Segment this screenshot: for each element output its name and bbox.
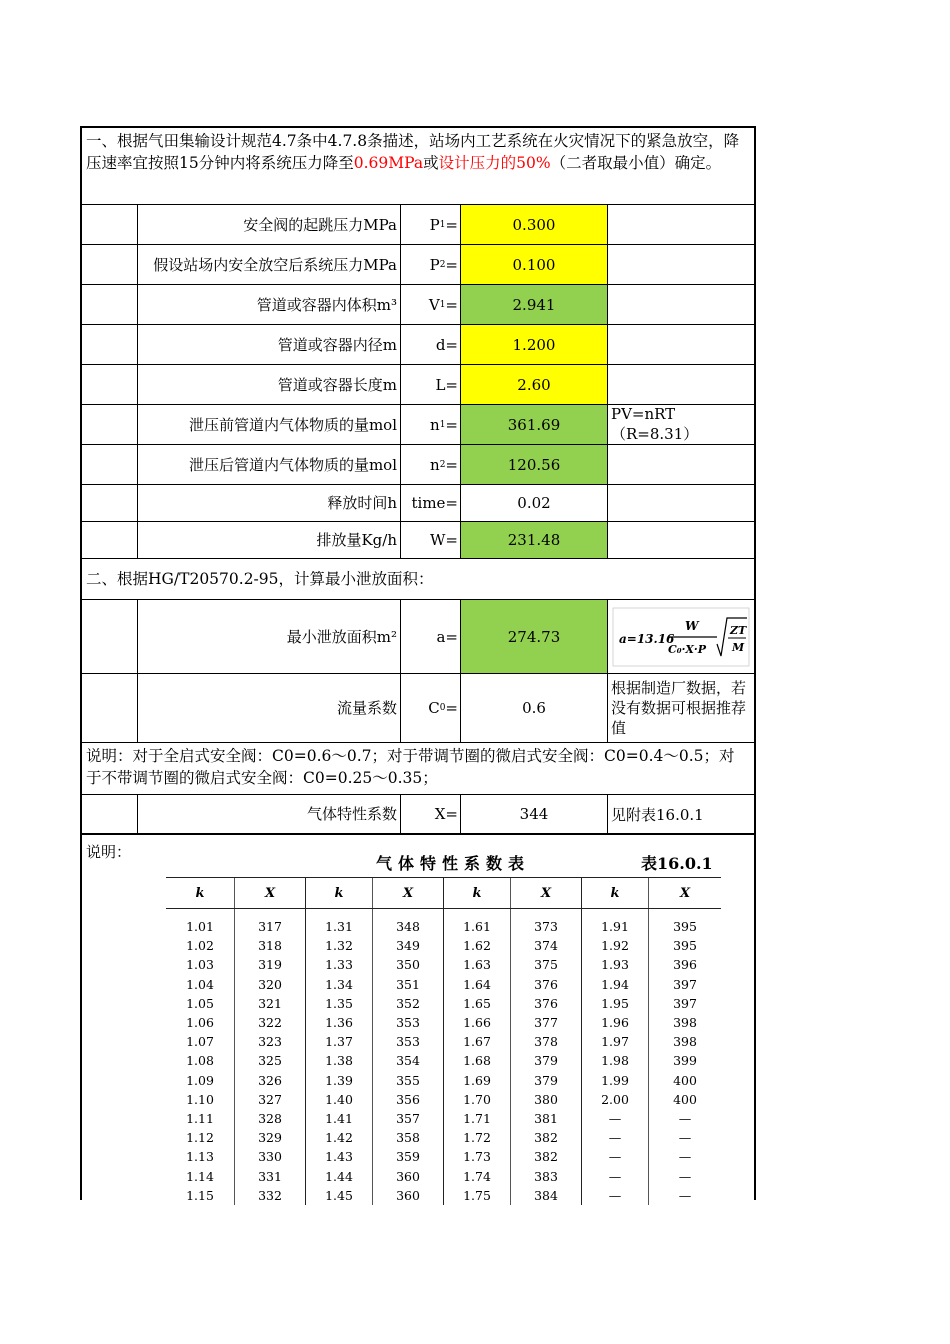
gas-table-cell: 358 xyxy=(396,1130,420,1146)
gas-table-cell: 360 xyxy=(396,1168,420,1184)
gas-table-cell: 1.93 xyxy=(601,957,629,973)
param-value: 231.48 xyxy=(461,522,608,558)
cf-symbol: C 0 = xyxy=(401,674,461,742)
gas-table-cell: 1.61 xyxy=(463,919,491,935)
param-value: 0.02 xyxy=(461,485,608,521)
x-value: 344 xyxy=(461,795,608,833)
gas-table-cell: 323 xyxy=(258,1034,282,1050)
gas-table-header-cell: X xyxy=(373,878,444,908)
param-note: PV=nRT（R=8.31） xyxy=(611,405,699,443)
gas-table-cell: 1.08 xyxy=(186,1053,214,1069)
param-value: 1.200 xyxy=(461,325,608,364)
param-symbol: V 1 = xyxy=(401,285,461,324)
gas-table-cell: 1.99 xyxy=(601,1072,629,1088)
gas-table-cell: — xyxy=(678,1168,692,1184)
gas-table-cell: 400 xyxy=(673,1091,697,1107)
gas-table-cell: 1.44 xyxy=(325,1168,353,1184)
gas-table-cell: 322 xyxy=(258,1015,282,1031)
gas-table-cell: 318 xyxy=(258,938,282,954)
gas-table-cell: 399 xyxy=(673,1053,697,1069)
calculation-sheet xyxy=(80,126,756,1203)
gas-table-cell: 1.12 xyxy=(186,1130,214,1146)
param-note xyxy=(608,205,754,244)
formula-a: a=13.16 xyxy=(619,631,675,646)
section2-label: 二、根据HG/T20570.2-95，计算最小泄放面积： xyxy=(86,570,434,588)
gas-table-cell: 319 xyxy=(258,957,282,973)
section1-red-pressure: 0.69MPa xyxy=(353,154,424,172)
gas-table-cell: 1.98 xyxy=(601,1053,629,1069)
gas-table-cell: 397 xyxy=(673,976,697,992)
gas-table-cell: 355 xyxy=(396,1072,420,1088)
gas-table-cell: 1.32 xyxy=(325,938,353,954)
gas-table-cell: 1.02 xyxy=(186,938,214,954)
gas-table-cell: 1.04 xyxy=(186,976,214,992)
gas-table-cell: 353 xyxy=(396,1034,420,1050)
gas-table-region xyxy=(82,835,754,1203)
gas-table-cell: 1.36 xyxy=(325,1015,353,1031)
gas-table-cell: 352 xyxy=(396,995,420,1011)
section1-text xyxy=(82,128,754,205)
param-note xyxy=(608,485,754,521)
gas-table-cell: 330 xyxy=(258,1149,282,1165)
param-label: 释放时间h xyxy=(138,485,401,521)
gas-table-header-cell: X xyxy=(235,878,306,908)
section1-red-design: 设计压力的50% xyxy=(438,154,551,172)
gas-table-cell: — xyxy=(608,1187,622,1203)
param-note xyxy=(608,365,754,404)
param-symbol: W= xyxy=(401,522,461,558)
ratio-note xyxy=(608,445,754,484)
gas-table-cell: 375 xyxy=(534,957,558,973)
gas-table-cell: 1.67 xyxy=(463,1034,491,1050)
gas-table-cell: 1.73 xyxy=(463,1149,491,1165)
gas-table-grid xyxy=(166,877,721,1205)
param-symbol: n 1 = xyxy=(401,405,461,444)
gas-table-cell: — xyxy=(608,1168,622,1184)
param-row xyxy=(82,405,754,445)
gas-table-header-cell: k xyxy=(582,878,649,908)
gas-table-cell: 1.94 xyxy=(601,976,629,992)
gas-table-cell: 384 xyxy=(534,1187,558,1203)
x-note: 见附表16.0.1 xyxy=(611,805,704,824)
param-value: 0.100 xyxy=(461,245,608,284)
param-label: 管道或容器内径m xyxy=(138,325,401,364)
gas-table-cell: 1.14 xyxy=(186,1168,214,1184)
gas-table-cell: 398 xyxy=(673,1015,697,1031)
gas-table-cell: 1.41 xyxy=(325,1110,353,1126)
gas-table-cell: 317 xyxy=(258,919,282,935)
param-row xyxy=(82,365,754,405)
section1-suffix: （二者取最小值）确定。 xyxy=(550,154,722,172)
gas-table-cell: — xyxy=(678,1110,692,1126)
gas-table-cell: 1.11 xyxy=(186,1110,214,1126)
gas-table-cell: 350 xyxy=(396,957,420,973)
area-symbol: a= xyxy=(401,600,461,673)
gas-table-cell: 1.97 xyxy=(601,1034,629,1050)
area-formula xyxy=(608,600,754,673)
cf-label: 流量系数 xyxy=(138,674,401,742)
gas-table-cell: 373 xyxy=(534,919,558,935)
param-row xyxy=(82,205,754,245)
gas-table-cell: 1.15 xyxy=(186,1187,214,1203)
gas-table-cell: 1.31 xyxy=(325,919,353,935)
gas-table-column xyxy=(373,909,444,1205)
param-value: 2.941 xyxy=(461,285,608,324)
param-label: 管道或容器长度m xyxy=(138,365,401,404)
gas-table-cell: 348 xyxy=(396,919,420,935)
gas-table-header-cell: k xyxy=(444,878,511,908)
gas-table-cell: 1.75 xyxy=(463,1187,491,1203)
area-label: 最小泄放面积m² xyxy=(138,600,401,673)
gas-table-cell: 357 xyxy=(396,1110,420,1126)
formula-den: C₀·X·P xyxy=(668,642,707,656)
gas-table-cell: 1.35 xyxy=(325,995,353,1011)
gas-table-cell: 376 xyxy=(534,995,558,1011)
gas-table-cell: 1.70 xyxy=(463,1091,491,1107)
gas-table-cell: 1.06 xyxy=(186,1015,214,1031)
param-row xyxy=(82,325,754,365)
gas-table-cell: 331 xyxy=(258,1168,282,1184)
gas-table-cell: 1.68 xyxy=(463,1053,491,1069)
param-note xyxy=(608,285,754,324)
x-label: 气体特性系数 xyxy=(138,795,401,833)
param-row xyxy=(82,485,754,522)
gas-table-cell: 1.65 xyxy=(463,995,491,1011)
gas-table-cell: 1.40 xyxy=(325,1091,353,1107)
gas-table-cell: 320 xyxy=(258,976,282,992)
gas-table-cell: 397 xyxy=(673,995,697,1011)
gas-table-cell: 1.13 xyxy=(186,1149,214,1165)
gas-table-cell: 1.43 xyxy=(325,1149,353,1165)
param-symbol: P 2 = xyxy=(401,245,461,284)
gas-table-cell: — xyxy=(608,1130,622,1146)
gas-table-cell: — xyxy=(608,1149,622,1165)
gas-table-cell: 380 xyxy=(534,1091,558,1107)
gas-table-cell: 379 xyxy=(534,1072,558,1088)
param-label: 泄压前管道内气体物质的量mol xyxy=(138,405,401,444)
param-symbol: time= xyxy=(401,485,461,521)
gas-table-body xyxy=(166,909,721,1205)
gas-table-cell: 379 xyxy=(534,1053,558,1069)
gas-table-header-cell: X xyxy=(511,878,582,908)
gas-table-header xyxy=(166,878,721,909)
gas-table-cell: 1.34 xyxy=(325,976,353,992)
gas-table-cell: 327 xyxy=(258,1091,282,1107)
param-value: 361.69 xyxy=(461,405,608,444)
gas-table-cell: — xyxy=(678,1187,692,1203)
gas-table-cell: 1.03 xyxy=(186,957,214,973)
section2-text xyxy=(82,559,754,600)
gas-table-cell: 1.96 xyxy=(601,1015,629,1031)
gas-table-cell: 2.00 xyxy=(601,1091,629,1107)
gas-table-cell: 360 xyxy=(396,1187,420,1203)
param-note xyxy=(608,325,754,364)
gas-table-cell: 353 xyxy=(396,1015,420,1031)
gas-table-cell: 326 xyxy=(258,1072,282,1088)
gas-table-cell: 1.62 xyxy=(463,938,491,954)
param-row xyxy=(82,285,754,325)
param-value: 120.56 xyxy=(461,445,608,484)
gas-table-cell: 1.64 xyxy=(463,976,491,992)
section1-prefix: 一、根据气田集输设计规范4.7条中4.7.8条描述，站场内工艺系统在火灾情况下的紧急放空，降压速率宜按照15分钟内将系统压力降至 xyxy=(86,132,740,172)
gas-table-cell: 382 xyxy=(534,1149,558,1165)
gas-table-cell: 1.37 xyxy=(325,1034,353,1050)
x-symbol: X= xyxy=(401,795,461,833)
section1-mid: 或 xyxy=(423,154,439,172)
param-value: 0.300 xyxy=(461,205,608,244)
param-note xyxy=(608,245,754,284)
gas-table-cell: 1.95 xyxy=(601,995,629,1011)
gas-table-cell: 376 xyxy=(534,976,558,992)
param-label: 泄压后管道内气体物质的量mol xyxy=(138,445,401,484)
gas-table-cell: 1.63 xyxy=(463,957,491,973)
gas-table-cell: 1.38 xyxy=(325,1053,353,1069)
gas-table-cell: 1.74 xyxy=(463,1168,491,1184)
formula-num: W xyxy=(685,618,699,633)
param-label: 安全阀的起跳压力MPa xyxy=(138,205,401,244)
gas-table-cell: 398 xyxy=(673,1034,697,1050)
param-label: 管道或容器内体积m³ xyxy=(138,285,401,324)
param-value: 2.60 xyxy=(461,365,608,404)
gas-table-header-cell: k xyxy=(306,878,373,908)
param-label: 排放量Kg/h xyxy=(138,522,401,558)
gas-table-cell: 321 xyxy=(258,995,282,1011)
gas-table-cell: 1.69 xyxy=(463,1072,491,1088)
gas-table-cell: 1.39 xyxy=(325,1072,353,1088)
flow-coefficient-row xyxy=(82,674,754,743)
gas-table-column xyxy=(306,909,373,1205)
gas-table-cell: 382 xyxy=(534,1130,558,1146)
gas-table-cell: 329 xyxy=(258,1130,282,1146)
gas-table-column xyxy=(649,909,721,1205)
gas-table-cell: 1.45 xyxy=(325,1187,353,1203)
gas-table-cell: 374 xyxy=(534,938,558,954)
gas-table-cell: 1.92 xyxy=(601,938,629,954)
area-row xyxy=(82,600,754,674)
gas-table-cell: 1.10 xyxy=(186,1091,214,1107)
gas-table-cell: 1.09 xyxy=(186,1072,214,1088)
gas-table-cell: 377 xyxy=(534,1015,558,1031)
area-value: 274.73 xyxy=(461,600,608,673)
cf-note: 根据制造厂数据，若没有数据可根据推荐值 xyxy=(611,679,747,737)
gas-table-cell: 1.72 xyxy=(463,1130,491,1146)
gas-table-number: 表16.0.1 xyxy=(641,854,713,873)
param-row xyxy=(82,522,754,559)
gas-table-cell: — xyxy=(678,1130,692,1146)
gas-table-cell: 356 xyxy=(396,1091,420,1107)
gas-table-column xyxy=(166,909,235,1205)
param-label: 假设站场内安全放空后系统压力MPa xyxy=(138,245,401,284)
gas-table-title: 气体特性系数表 xyxy=(376,854,531,873)
gas-table-column xyxy=(444,909,511,1205)
explain1-text: 说明：对于全启式安全阀：C0=0.6～0.7；对于带调节圈的微启式安全阀：C0=0.4～0.5；对于不带调节圈的微启式安全阀：C0=0.25～0.35； xyxy=(82,743,754,795)
cf-value: 0.6 xyxy=(461,674,608,742)
gas-table-cell: 378 xyxy=(534,1034,558,1050)
param-symbol: d= xyxy=(401,325,461,364)
gas-table-cell: 1.01 xyxy=(186,919,214,935)
gas-table-cell: 1.66 xyxy=(463,1015,491,1031)
gas-table-cell: 328 xyxy=(258,1110,282,1126)
gas-table-column xyxy=(511,909,582,1205)
gas-table-column xyxy=(582,909,649,1205)
explain2-label: 说明： xyxy=(86,843,132,861)
param-symbol: n 2 = xyxy=(401,445,461,484)
formula-rad-den: M xyxy=(732,640,745,654)
gas-table-cell: 395 xyxy=(673,919,697,935)
gas-characteristic-row xyxy=(82,795,754,835)
gas-table-cell: 1.42 xyxy=(325,1130,353,1146)
gas-table-cell: 383 xyxy=(534,1168,558,1184)
gas-table-cell: 354 xyxy=(396,1053,420,1069)
gas-table-cell: 349 xyxy=(396,938,420,954)
param-row xyxy=(82,245,754,285)
gas-table-cell: 332 xyxy=(258,1187,282,1203)
gas-table-cell: 381 xyxy=(534,1110,558,1126)
param-note xyxy=(608,522,754,558)
gas-table-header-cell: k xyxy=(166,878,235,908)
param-symbol: L= xyxy=(401,365,461,404)
gas-table-cell: 325 xyxy=(258,1053,282,1069)
param-row xyxy=(82,445,754,485)
gas-table-cell: — xyxy=(678,1149,692,1165)
gas-table-column xyxy=(235,909,306,1205)
gas-table-cell: 396 xyxy=(673,957,697,973)
gas-table-cell: 395 xyxy=(673,938,697,954)
gas-table-cell: 1.05 xyxy=(186,995,214,1011)
gas-table-cell: 1.07 xyxy=(186,1034,214,1050)
gas-table-cell: 1.33 xyxy=(325,957,353,973)
area-formula-image xyxy=(611,604,751,670)
formula-rad-num: ZT xyxy=(730,623,747,637)
gas-table-cell: 351 xyxy=(396,976,420,992)
gas-table-cell: 1.71 xyxy=(463,1110,491,1126)
gas-table-cell: — xyxy=(608,1110,622,1126)
gas-table-cell: 1.91 xyxy=(601,919,629,935)
param-symbol: P 1 = xyxy=(401,205,461,244)
gas-table-cell: 400 xyxy=(673,1072,697,1088)
gas-table-cell: 359 xyxy=(396,1149,420,1165)
gas-table-header-cell: X xyxy=(679,885,691,901)
